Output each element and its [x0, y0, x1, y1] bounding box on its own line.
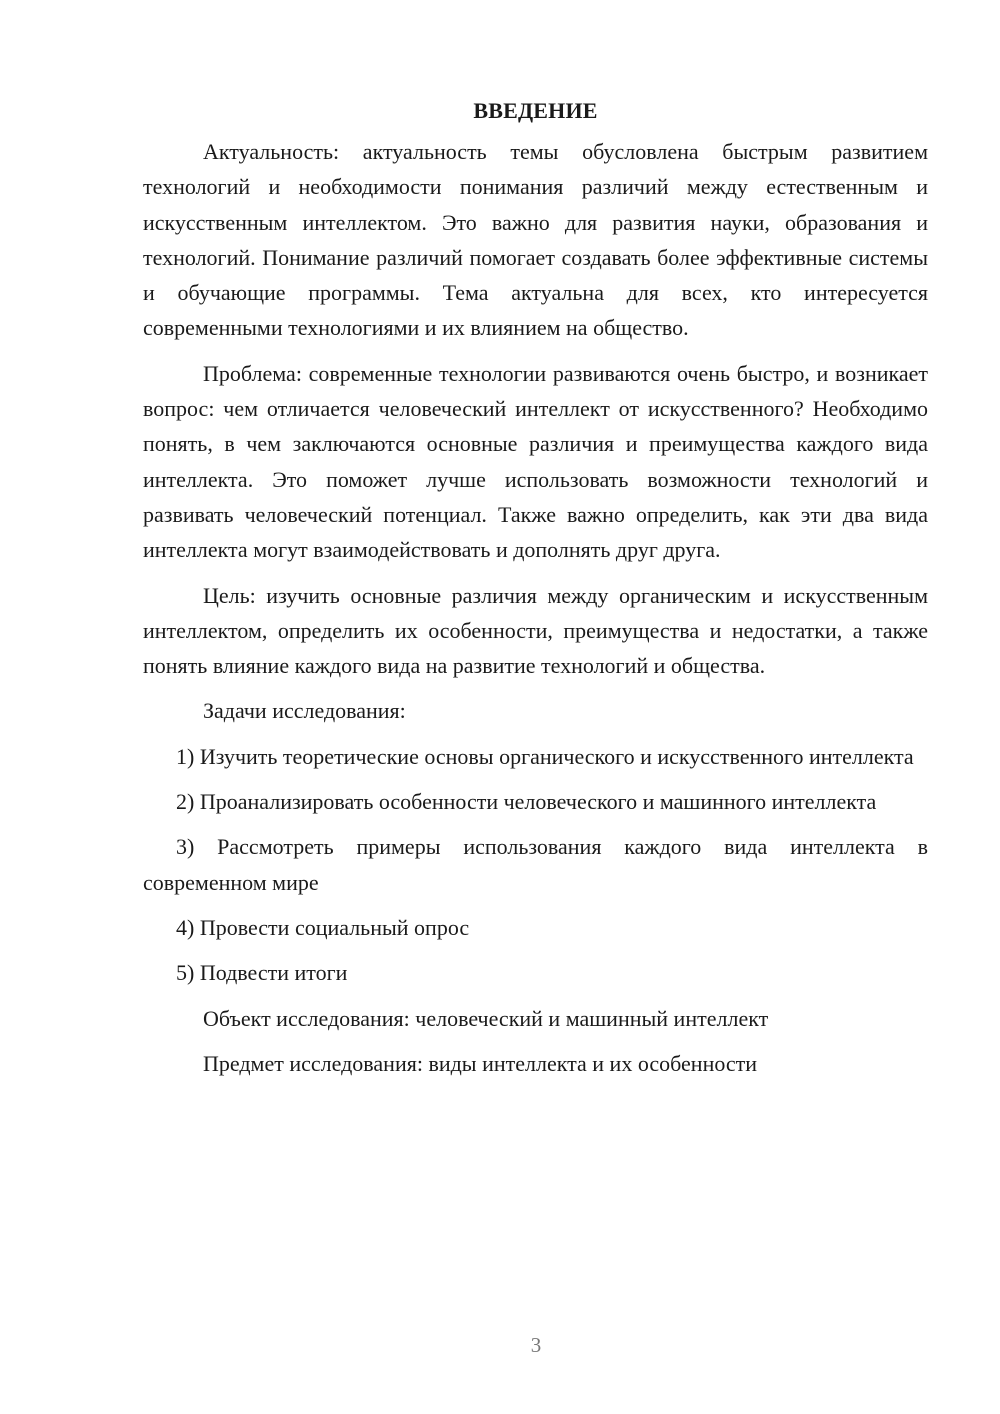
page-number: 3: [530, 1333, 542, 1357]
page-title: ВВЕДЕНИЕ: [473, 98, 598, 123]
page-content: [143, 97, 928, 1091]
problem-paragraph: Проблема: современные технологии развиваются очень быстро, и возникает вопрос: чем отличается человеческий интеллект от искусственного? Необходимо понять, в чем заключаются основные различия и преимущества каждого вида интеллекта. Это поможет лучше использовать возможности технологий и развивать человеческий потенциал. Также важно определить, как эти два вида интеллекта могут взаимодействовать и дополнять друг друга.: [143, 360, 928, 563]
research-subject: Предмет исследования: виды интеллекта и их особенности: [203, 1050, 758, 1076]
task-item: 1) Изучить теоретические основы органического и искусственного интеллекта: [176, 743, 914, 769]
task-item: 5) Подвести итоги: [176, 960, 348, 986]
tasks-heading: Задачи исследования:: [203, 698, 406, 724]
relevance-paragraph: Актуальность: актуальность темы обусловлена быстрым развитием технологий и необходимости понимания различий между естественным и искусственным интеллектом. Это важно для развития науки, образования и технологий. Понимание различий помогает создавать более эффективные системы и обучающие программы. Тема актуальна для всех, кто интересуется современными технологиями и их влиянием на общество.: [143, 139, 928, 341]
research-object: Объект исследования: человеческий и машинный интеллект: [203, 1005, 769, 1031]
task-item: 4) Провести социальный опрос: [176, 914, 470, 940]
task-item: 2) Проанализировать особенности человеческого и машинного интеллекта: [176, 789, 877, 815]
goal-paragraph: Цель: изучить основные различия между органическим и искусственным интеллектом, определить их особенности, преимущества и недостатки, а также понять влияние каждого вида на развитие технологий и общества.: [143, 582, 928, 679]
task-item: 3) Рассмотреть примеры использования каждого вида интеллекта в современном мире: [143, 834, 928, 895]
